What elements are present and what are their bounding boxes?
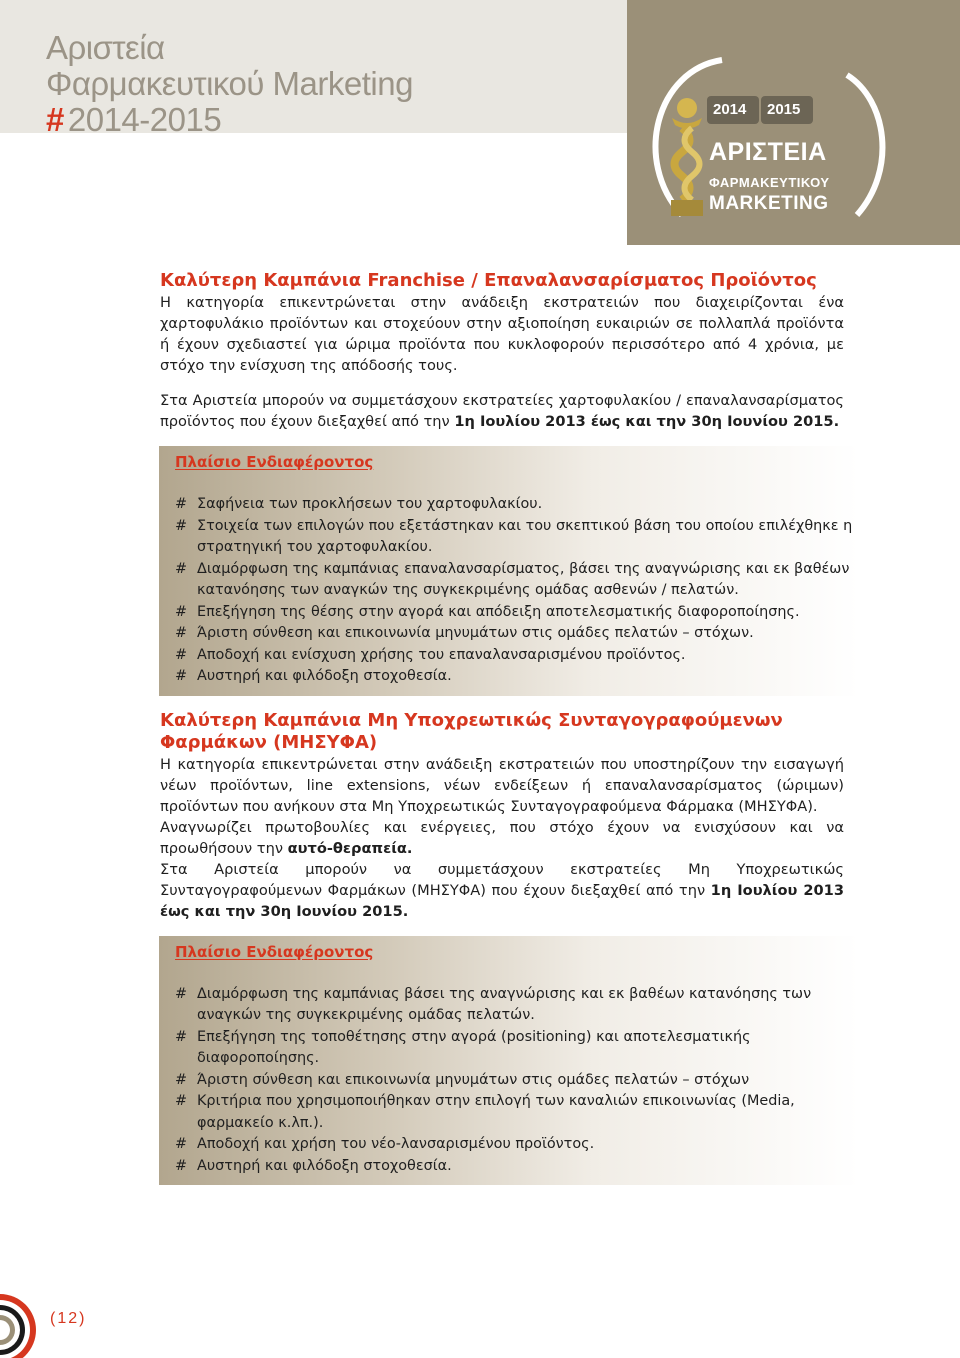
concentric-circles-icon [0,1270,40,1358]
awards-logo [627,0,960,245]
hash-bullet-icon: # [175,1071,188,1088]
logo-year-right: 2015 [767,101,801,118]
section-2-self-therapy: αυτό-θεραπεία. [287,839,413,857]
logo-year-left: 2014 [713,101,747,118]
section-2-eligibility-dates: 1η Ιουλίου 2013 έως και την 30η Ιουνίου 2015. [160,881,844,920]
section-2-bullet-list [175,984,859,1178]
list-item: # Επεξήγηση της θέσης στην αγορά και απόδειξη αποτελεσματικής διαφοροποίησης. [175,602,859,624]
logo-title: ΑΡΙΣΤΕΙΑ [709,138,827,166]
section-2-initiatives: Αναγνωρίζει πρωτοβουλίες και ενέργειες, που στόχο έχουν να ενισχύσουν και να προωθήσουν την αυτό-θεραπεία. [160,818,844,857]
section-1-bullet-list [175,494,859,688]
list-item: # Αυστηρή και φιλόδοξη στοχοθεσία. [175,666,859,688]
section-1-title: Καλύτερη Καμπάνια Franchise / Επαναλανσαρίσματος Προϊόντος [160,270,817,291]
hash-bullet-icon: # [175,1136,188,1152]
list-item: # Επεξήγηση της τοποθέτησης στην αγορά (positioning) και αποτελεσματικής διαφοροποίησης. [175,1028,751,1066]
logo-subtitle-2: MARKETING [709,193,829,214]
list-item: # Αποδοχή και χρήση του νέο-λανσαρισμένου προϊόντος. [175,1134,859,1156]
hash-bullet-icon: # [175,496,188,512]
logo-subtitle-1: ΦΑΡΜΑΚΕΥΤΙΚΟΥ [709,175,830,190]
header-title [46,30,413,138]
list-item: # Σαφήνεια των προκλήσεων του χαρτοφυλακίου. [175,494,859,516]
section-1-eligibility-dates: 1η Ιουλίου 2013 έως και την 30η Ιουνίου 2015. [454,413,840,430]
section-2-description: Η κατηγορία επικεντρώνεται στην ανάδειξη εκστρατειών που υποστηρίζουν την εισαγωγή νέων προϊόντων, line extensions, νέων ενδείξεων ή επαναλανσαρίσματος (ώριμων) προϊόντων που ανήκουν στα Μη Υποχρεωτικώς Συνταγογραφούμενα Φάρμακα (ΜΗΣΥΦΑ). [160,755,844,815]
hash-bullet-icon: # [175,603,188,620]
hash-bullet-icon: # [175,646,188,663]
hash-symbol: # [46,101,64,138]
list-item: # Άριστη σύνθεση και επικοινωνία μηνυμάτων στις ομάδες πελατών – στόχων [175,1070,859,1092]
hash-bullet-icon: # [175,517,188,534]
list-item: # Διαμόρφωση της καμπάνιας επαναλανσαρίσματος, βάσει της αναγνώρισης και εκ βαθέων κατανόησης των αναγκών της συγκεκριμένης ομάδας ασθενών / πελατών. [175,560,850,598]
section-1-interest-box [159,446,859,696]
hash-bullet-icon: # [175,985,188,1002]
page-number: (12) [50,1310,87,1327]
section-1-eligibility [160,390,844,432]
list-item: # Στοιχεία των επιλογών που εξετάστηκαν και του σκεπτικού βάση του οποίου επιλέχθηκε η στρατηγική του χαρτοφυλακίου. [175,517,853,555]
header-line-3 [46,102,413,138]
section-2-eligibility: Στα Αριστεία μπορούν να συμμετάσχουν εκστρατείες Μη Υποχρεωτικώς Συνταγογραφούμενων Φαρμάκων (ΜΗΣΥΦΑ) που έχουν διεξαχθεί από την 1η Ιουλίου 2013 έως και την 30η Ιουνίου 2015. [160,860,844,920]
hash-bullet-icon: # [175,625,188,641]
section-2-interest-box [159,936,859,1186]
list-item: # Κριτήρια που χρησιμοποιήθηκαν στην επιλογή των καναλιών επικοινωνίας (Media, φαρμακείο κ.λπ.). [175,1093,795,1131]
section-1-eligibility-text: Στα Αριστεία μπορούν να συμμετάσχουν εκστρατείες χαρτοφυλακίου / επαναλανσαρίσματος προϊόντος που έχουν διεξαχθεί από την [160,392,844,430]
list-item: # Άριστη σύνθεση και επικοινωνία μηνυμάτων στις ομάδες πελατών – στόχων. [175,623,859,645]
list-item: # Αυστηρή και φιλόδοξη στοχοθεσία. [175,1156,859,1178]
section-1-description: Η κατηγορία επικεντρώνεται στην ανάδειξη εκστρατειών που διαχειρίζονται ένα χαρτοφυλάκιο προϊόντων και στοχεύουν στην αξιοποίηση ευκαιριών σε πολλαπλά προϊόντα ή έχουν σχεδιαστεί για ώριμα προϊόντα που κυκλοφορούν περισσότερο από 4 χρόνια, με στόχο την ενίσχυση της απόδοσής τους. [160,294,844,374]
hash-bullet-icon: # [175,1093,188,1109]
section-2-box-title: Πλαίσιο Ενδιαφέροντος [175,942,374,961]
list-item: # Διαμόρφωση της καμπάνιας βάσει της αναγνώρισης και εκ βαθέων κατανόησης των αναγκών της συγκεκριμένης ομάδας πελατών. [175,985,812,1023]
hash-bullet-icon: # [175,668,188,684]
trophy-icon [671,98,703,216]
hash-bullet-icon: # [175,1157,188,1174]
hash-bullet-icon: # [175,560,188,577]
header-line-2: Φαρμακευτικού Marketing [46,65,413,102]
header-years: 2014-2015 [67,101,222,138]
hash-bullet-icon: # [175,1028,188,1045]
section-2-title: Καλύτερη Καμπάνια Μη Υποχρεωτικώς Συνταγογραφούμενων Φαρμάκων (ΜΗΣΥΦΑ) [160,709,783,753]
section-1-box-title: Πλαίσιο Ενδιαφέροντος [175,453,374,471]
header-line-1: Αριστεία [46,29,165,66]
main-content [160,270,853,1185]
list-item: # Αποδοχή και ενίσχυση χρήσης του επαναλανσαρισμένου προϊόντος. [175,645,859,667]
